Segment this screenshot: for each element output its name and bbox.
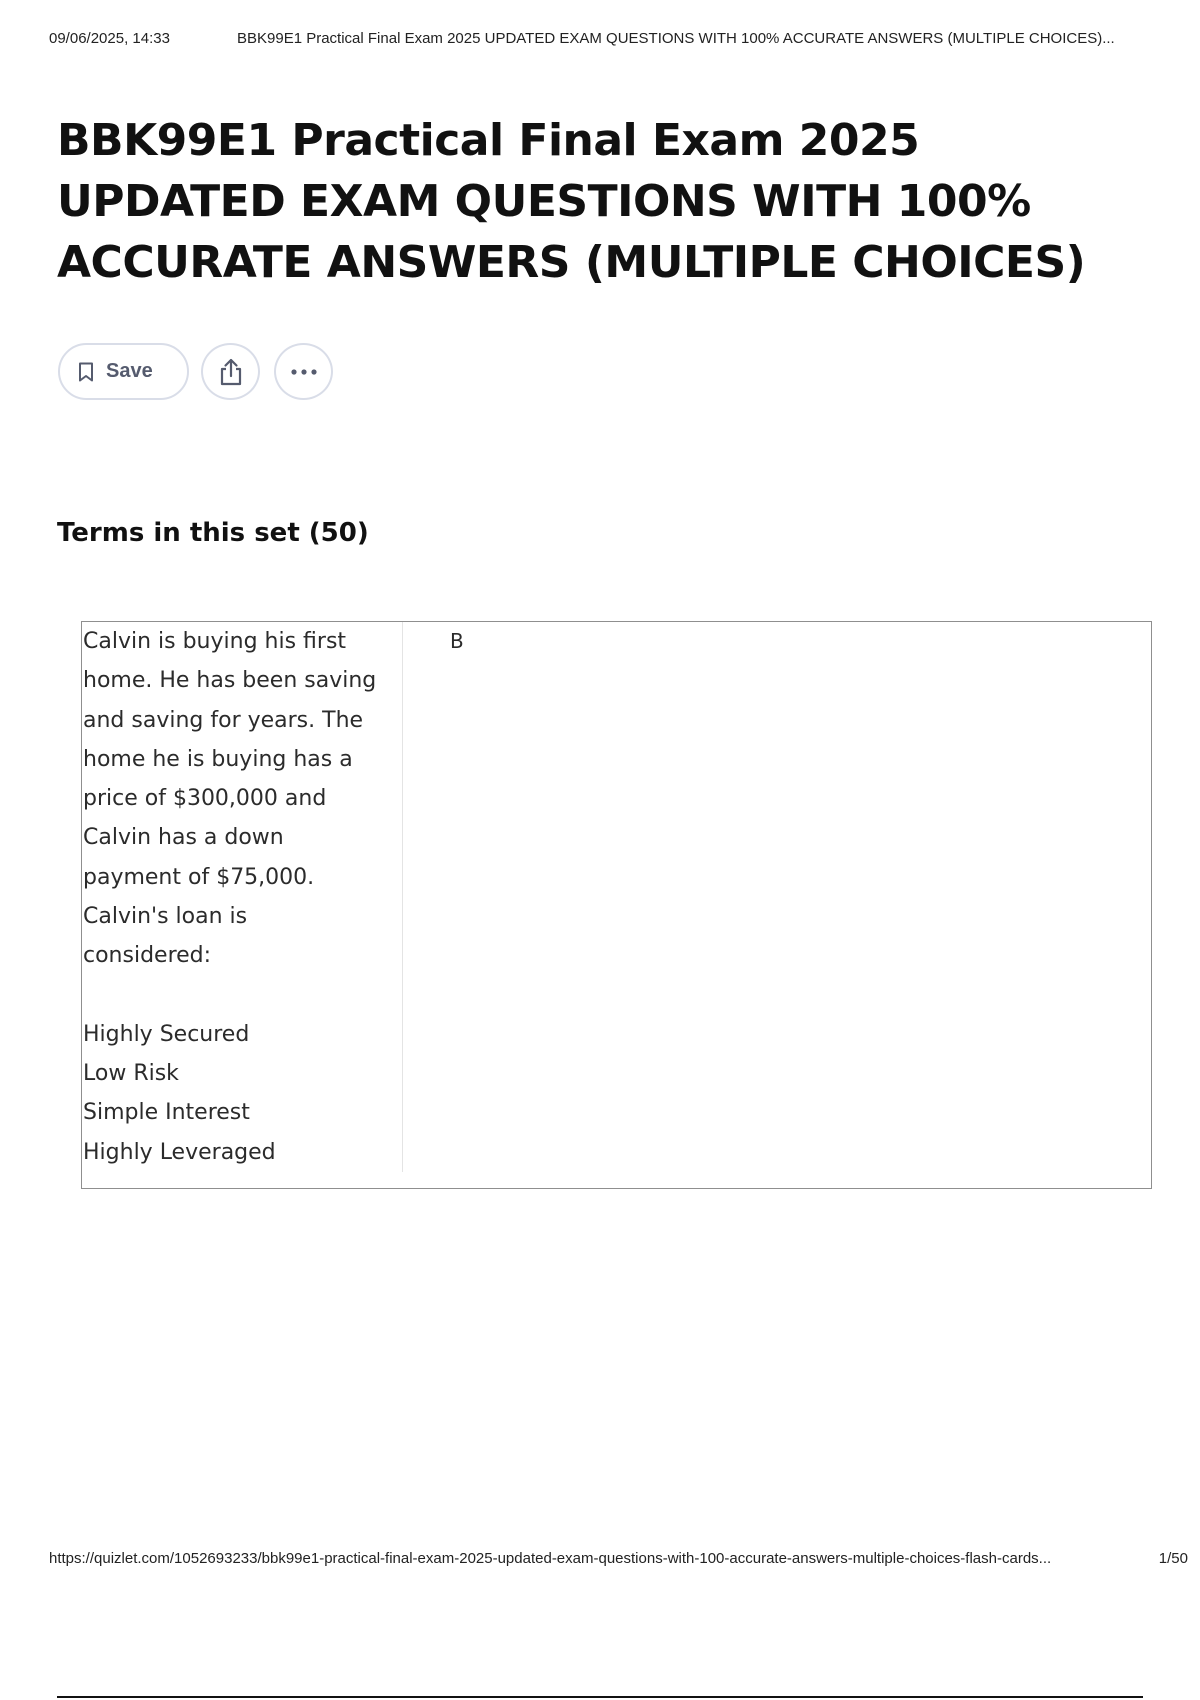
print-doc-title: BBK99E1 Practical Final Exam 2025 UPDATED EXAM QUESTIONS WITH 100% ACCURATE ANSWERS (MULTIPLE CHOICES)... [237,30,1115,47]
share-icon [218,358,244,386]
page-title: BBK99E1 Practical Final Exam 2025 UPDATED EXAM QUESTIONS WITH 100% ACCURATE ANSWERS (MULTIPLE CHOICES) [57,115,1086,288]
print-datetime: 09/06/2025, 14:33 [49,30,170,47]
answer-option: Highly Secured [83,1021,250,1047]
term-line: and saving for years. The [83,707,364,733]
term-line: Calvin has a down [83,825,284,851]
more-options-button[interactable] [274,343,333,400]
answer-option: Simple Interest [83,1100,250,1126]
term-card [81,621,1152,1189]
save-button-label: Save [106,360,153,382]
answer-option: Low Risk [83,1060,179,1086]
term-text [83,622,403,1172]
term-line: considered: [83,943,212,969]
terms-heading: Terms in this set (50) [57,518,369,548]
print-url: https://quizlet.com/1052693233/bbk99e1-practical-final-exam-2025-updated-exam-questions-with-100-accurate-answers-multiple-choices-flash-cards... [49,1550,1052,1567]
term-line: home. He has been saving [83,668,377,694]
bookmark-icon [78,362,94,382]
term-line: price of $300,000 and [83,786,327,812]
save-button[interactable] [58,343,189,400]
definition-text: B [450,629,464,653]
term-line: Calvin's loan is [83,904,248,930]
answer-options [83,1015,402,1172]
share-button[interactable] [201,343,260,400]
more-icon [290,368,318,376]
term-line: home he is buying has a [83,746,353,772]
term-line: payment of $75,000. [83,864,315,890]
divider [57,1696,1143,1698]
term-line: Calvin is buying his first [83,629,347,654]
answer-option: Highly Leveraged [83,1139,276,1165]
page-number: 1/50 [1158,1550,1188,1567]
